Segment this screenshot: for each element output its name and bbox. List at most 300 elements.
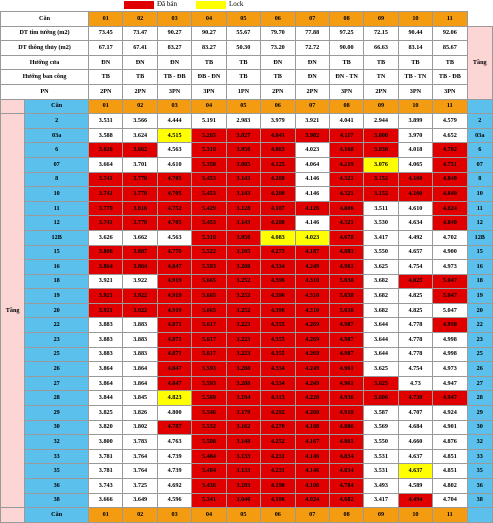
price-cell[interactable]: 3.982 — [295, 128, 329, 143]
price-cell[interactable]: 4.117 — [329, 128, 363, 143]
price-cell[interactable]: 4.705 — [157, 216, 191, 231]
price-cell[interactable]: 4.125 — [261, 157, 295, 172]
price-cell[interactable]: 4.160 — [398, 172, 432, 187]
price-cell[interactable]: 3.864 — [89, 260, 123, 275]
price-cell[interactable]: 3.056 — [226, 143, 260, 158]
price-cell[interactable]: 3.883 — [89, 318, 123, 333]
price-cell[interactable]: 5.047 — [433, 289, 467, 304]
price-cell[interactable]: 4.231 — [261, 464, 295, 479]
price-cell[interactable]: 3.970 — [398, 128, 432, 143]
price-cell[interactable]: 4.637 — [398, 464, 432, 479]
price-cell[interactable]: 3.417 — [364, 493, 398, 508]
price-cell[interactable]: 4.936 — [329, 391, 363, 406]
price-cell[interactable]: 4.770 — [157, 245, 191, 260]
price-cell[interactable]: 4.702 — [433, 230, 467, 245]
price-cell[interactable]: 3.864 — [89, 362, 123, 377]
price-cell[interactable]: 3.626 — [89, 230, 123, 245]
price-cell[interactable]: 3.701 — [123, 157, 157, 172]
price-cell[interactable]: 4.146 — [295, 449, 329, 464]
price-cell[interactable]: 4.188 — [295, 420, 329, 435]
price-cell[interactable]: 4.208 — [295, 406, 329, 421]
price-cell[interactable]: 4.824 — [433, 201, 467, 216]
price-cell[interactable]: 4.657 — [398, 245, 432, 260]
price-cell[interactable]: 5.484 — [192, 449, 226, 464]
price-cell[interactable]: 3.922 — [123, 303, 157, 318]
price-cell[interactable]: 3.531 — [364, 449, 398, 464]
price-cell[interactable]: 2.944 — [364, 114, 398, 129]
price-cell[interactable]: 4.231 — [261, 449, 295, 464]
price-cell[interactable]: 4.849 — [433, 187, 467, 202]
price-cell[interactable]: 3.588 — [89, 128, 123, 143]
price-cell[interactable]: 3.883 — [89, 347, 123, 362]
price-cell[interactable]: 4.023 — [295, 230, 329, 245]
price-cell[interactable]: 4.219 — [329, 157, 363, 172]
price-cell[interactable]: 3.624 — [123, 128, 157, 143]
price-cell[interactable]: 4.355 — [261, 318, 295, 333]
price-cell[interactable]: 4.610 — [398, 201, 432, 216]
price-cell[interactable]: 5.593 — [192, 376, 226, 391]
price-cell[interactable]: 4.024 — [295, 493, 329, 508]
price-cell[interactable]: 5.310 — [192, 230, 226, 245]
price-cell[interactable]: 3.864 — [123, 260, 157, 275]
price-cell[interactable]: 4.321 — [329, 172, 363, 187]
price-cell[interactable]: 4.126 — [295, 201, 329, 216]
price-cell[interactable]: 3.085 — [226, 157, 260, 172]
price-table — [0, 11, 493, 523]
price-cell[interactable]: 3.128 — [226, 201, 260, 216]
price-cell[interactable]: 4.249 — [295, 260, 329, 275]
price-cell[interactable]: 4.998 — [433, 347, 467, 362]
price-cell[interactable]: 3.883 — [89, 333, 123, 348]
price-cell[interactable]: 3.162 — [226, 420, 260, 435]
price-cell[interactable]: 5.265 — [192, 128, 226, 143]
price-cell[interactable]: 4.847 — [157, 260, 191, 275]
price-cell[interactable]: 4.160 — [398, 187, 432, 202]
price-cell[interactable]: 3.531 — [89, 114, 123, 129]
price-cell[interactable]: 4.998 — [433, 333, 467, 348]
price-cell[interactable]: 4.730 — [398, 391, 432, 406]
price-cell[interactable]: 4.106 — [261, 493, 295, 508]
price-cell[interactable]: 5.593 — [192, 362, 226, 377]
price-cell[interactable]: 4.334 — [261, 260, 295, 275]
price-cell[interactable]: 4.947 — [433, 391, 467, 406]
price-cell[interactable]: 5.617 — [192, 347, 226, 362]
price-cell[interactable]: 4.208 — [261, 187, 295, 202]
price-cell[interactable]: 4.396 — [261, 289, 295, 304]
price-cell[interactable]: 4.190 — [261, 479, 295, 494]
price-cell[interactable]: 3.741 — [89, 216, 123, 231]
price-cell[interactable]: 5.429 — [192, 201, 226, 216]
price-cell[interactable]: 3.027 — [226, 128, 260, 143]
price-cell[interactable]: 5.310 — [192, 143, 226, 158]
price-cell[interactable]: 3.165 — [226, 245, 260, 260]
price-cell[interactable]: 4.682 — [329, 493, 363, 508]
price-cell[interactable]: 5.453 — [192, 216, 226, 231]
price-cell[interactable]: 3.625 — [364, 260, 398, 275]
price-cell[interactable]: 4.273 — [261, 245, 295, 260]
price-cell[interactable]: 4.702 — [433, 143, 467, 158]
price-cell[interactable]: 3.179 — [226, 406, 260, 421]
price-cell[interactable]: 3.208 — [226, 260, 260, 275]
price-cell[interactable]: 4.146 — [295, 172, 329, 187]
price-cell[interactable]: 4.579 — [433, 114, 467, 129]
price-cell[interactable]: 3.662 — [123, 143, 157, 158]
price-cell[interactable]: 3.550 — [364, 435, 398, 450]
price-cell[interactable]: 3.764 — [123, 464, 157, 479]
price-cell[interactable]: 3.550 — [364, 245, 398, 260]
price-cell[interactable]: 4.249 — [295, 362, 329, 377]
price-cell[interactable]: 3.566 — [123, 114, 157, 129]
price-cell[interactable]: 3.826 — [123, 406, 157, 421]
price-cell[interactable]: 3.649 — [123, 493, 157, 508]
price-cell[interactable]: 4.396 — [261, 274, 295, 289]
price-cell[interactable]: 4.754 — [398, 362, 432, 377]
price-cell[interactable]: 4.652 — [433, 128, 467, 143]
price-cell[interactable]: 5.665 — [192, 289, 226, 304]
price-cell[interactable]: 4.825 — [398, 303, 432, 318]
price-cell[interactable]: 3.682 — [364, 289, 398, 304]
price-cell[interactable]: 3.725 — [123, 479, 157, 494]
price-cell[interactable]: 4.752 — [157, 201, 191, 216]
price-cell[interactable]: 3.666 — [89, 493, 123, 508]
price-cell[interactable]: 4.847 — [157, 362, 191, 377]
price-cell[interactable]: 4.778 — [398, 347, 432, 362]
price-cell[interactable]: 3.741 — [89, 187, 123, 202]
price-cell[interactable]: 3.979 — [261, 114, 295, 129]
price-cell[interactable]: 4.334 — [261, 362, 295, 377]
price-cell[interactable]: 3.921 — [89, 303, 123, 318]
price-cell[interactable]: 3.606 — [364, 391, 398, 406]
price-cell[interactable]: 4.834 — [329, 449, 363, 464]
price-cell[interactable]: 4.849 — [433, 172, 467, 187]
price-cell[interactable]: 5.358 — [192, 157, 226, 172]
price-cell[interactable]: 3.056 — [226, 230, 260, 245]
price-cell[interactable]: 4.146 — [295, 216, 329, 231]
price-cell[interactable]: 3.252 — [226, 289, 260, 304]
price-cell[interactable]: 3.208 — [226, 376, 260, 391]
price-cell[interactable]: 4.871 — [157, 347, 191, 362]
price-cell[interactable]: 4.825 — [398, 274, 432, 289]
price-cell[interactable]: 4.334 — [261, 376, 295, 391]
price-cell[interactable]: 4.515 — [157, 128, 191, 143]
price-cell[interactable]: 4.871 — [157, 333, 191, 348]
price-cell[interactable]: 5.038 — [329, 303, 363, 318]
price-cell[interactable]: 3.781 — [89, 464, 123, 479]
price-cell[interactable]: 4.987 — [329, 347, 363, 362]
price-cell[interactable]: 4.847 — [157, 376, 191, 391]
price-cell[interactable]: 3.000 — [364, 128, 398, 143]
price-cell[interactable]: 3.800 — [89, 435, 123, 450]
price-cell[interactable]: 4.851 — [433, 449, 467, 464]
price-cell[interactable]: 4.310 — [295, 274, 329, 289]
price-cell[interactable]: 5.047 — [433, 303, 467, 318]
price-cell[interactable]: 2.983 — [226, 114, 260, 129]
price-cell[interactable]: 4.041 — [329, 114, 363, 129]
price-cell[interactable]: 4.692 — [157, 479, 191, 494]
price-cell[interactable]: 3.252 — [226, 303, 260, 318]
price-cell[interactable]: 4.707 — [398, 406, 432, 421]
price-cell[interactable]: 5.508 — [192, 435, 226, 450]
price-cell[interactable]: 4.900 — [433, 245, 467, 260]
price-cell[interactable]: 4.834 — [329, 464, 363, 479]
price-cell[interactable]: 4.961 — [329, 362, 363, 377]
price-cell[interactable]: 4.961 — [329, 260, 363, 275]
price-cell[interactable]: 3.864 — [123, 362, 157, 377]
price-cell[interactable]: 3.143 — [226, 216, 260, 231]
price-cell[interactable]: 4.270 — [261, 420, 295, 435]
price-cell[interactable]: 4.313 — [261, 391, 295, 406]
price-cell[interactable]: 3.038 — [364, 143, 398, 158]
price-cell[interactable]: 3.664 — [89, 157, 123, 172]
price-cell[interactable]: 5.569 — [192, 391, 226, 406]
price-cell[interactable]: 3.743 — [89, 479, 123, 494]
price-cell[interactable]: 4.705 — [157, 187, 191, 202]
price-cell[interactable]: 4.610 — [157, 157, 191, 172]
price-cell[interactable]: 5.047 — [433, 274, 467, 289]
price-cell[interactable]: 3.778 — [123, 172, 157, 187]
price-cell[interactable]: 3.844 — [89, 391, 123, 406]
price-cell[interactable]: 4.444 — [157, 114, 191, 129]
price-cell[interactable]: 4.637 — [398, 449, 432, 464]
price-cell[interactable]: 3.883 — [123, 333, 157, 348]
price-cell[interactable]: 3.922 — [123, 289, 157, 304]
price-cell[interactable]: 3.587 — [364, 406, 398, 421]
price-cell[interactable]: 4.973 — [433, 362, 467, 377]
price-cell[interactable]: 4.778 — [398, 333, 432, 348]
price-cell[interactable]: 3.802 — [123, 420, 157, 435]
price-cell[interactable]: 3.922 — [123, 274, 157, 289]
price-cell[interactable]: 4.187 — [261, 201, 295, 216]
price-cell[interactable]: 4.763 — [157, 435, 191, 450]
price-cell[interactable]: 4.310 — [295, 289, 329, 304]
price-cell[interactable]: 4.947 — [433, 376, 467, 391]
price-cell[interactable]: 4.987 — [329, 333, 363, 348]
price-cell[interactable]: 4.083 — [261, 143, 295, 158]
price-cell[interactable]: 4.705 — [157, 172, 191, 187]
price-cell[interactable]: 3.825 — [89, 406, 123, 421]
price-cell[interactable]: 4.901 — [433, 420, 467, 435]
price-cell[interactable]: 3.152 — [364, 172, 398, 187]
price-cell[interactable]: 4.919 — [157, 303, 191, 318]
price-cell[interactable]: 4.018 — [398, 143, 432, 158]
price-cell[interactable]: 3.530 — [364, 216, 398, 231]
price-cell[interactable]: 3.781 — [89, 449, 123, 464]
price-cell[interactable]: 4.208 — [261, 216, 295, 231]
price-cell[interactable]: 3.223 — [226, 347, 260, 362]
price-cell[interactable]: 3.682 — [364, 303, 398, 318]
price-cell[interactable]: 5.453 — [192, 172, 226, 187]
price-cell[interactable]: 3.778 — [123, 187, 157, 202]
price-cell[interactable]: 3.820 — [89, 420, 123, 435]
price-cell[interactable]: 3.133 — [226, 449, 260, 464]
price-cell[interactable]: 3.899 — [398, 114, 432, 129]
price-cell[interactable]: 4.596 — [157, 493, 191, 508]
price-cell[interactable]: 4.563 — [157, 230, 191, 245]
price-cell[interactable]: 5.617 — [192, 333, 226, 348]
price-cell[interactable]: 3.493 — [364, 479, 398, 494]
price-cell[interactable]: 4.823 — [157, 391, 191, 406]
price-cell[interactable]: 4.973 — [433, 260, 467, 275]
price-cell[interactable]: 3.076 — [364, 157, 398, 172]
price-cell[interactable]: 4.208 — [261, 172, 295, 187]
price-cell[interactable]: 3.921 — [89, 289, 123, 304]
price-cell[interactable]: 3.143 — [226, 172, 260, 187]
price-cell[interactable]: 4.292 — [261, 406, 295, 421]
floor-label-right: 07 — [467, 157, 492, 172]
price-cell[interactable]: 3.569 — [364, 420, 398, 435]
price-cell[interactable]: 4.064 — [295, 157, 329, 172]
price-cell[interactable]: 3.816 — [123, 201, 157, 216]
price-cell[interactable]: 4.146 — [295, 187, 329, 202]
price-cell[interactable]: 3.921 — [295, 114, 329, 129]
price-cell[interactable]: 3.152 — [364, 187, 398, 202]
price-cell[interactable]: 5.532 — [192, 420, 226, 435]
price-cell[interactable]: 4.851 — [433, 464, 467, 479]
price-cell[interactable]: 4.778 — [398, 318, 432, 333]
price-cell[interactable]: 3.148 — [226, 435, 260, 450]
price-cell[interactable]: 4.494 — [398, 493, 432, 508]
price-cell[interactable]: 4.492 — [398, 230, 432, 245]
price-cell[interactable]: 4.252 — [261, 435, 295, 450]
price-cell[interactable]: 4.321 — [329, 216, 363, 231]
price-cell[interactable]: 4.249 — [295, 376, 329, 391]
price-cell[interactable]: 3.194 — [226, 391, 260, 406]
price-cell[interactable]: 5.341 — [192, 493, 226, 508]
price-cell[interactable]: 3.783 — [123, 435, 157, 450]
price-cell[interactable]: 4.269 — [295, 333, 329, 348]
price-cell[interactable]: 3.864 — [123, 376, 157, 391]
price-cell[interactable]: 4.924 — [433, 406, 467, 421]
price-cell[interactable]: 4.684 — [398, 420, 432, 435]
price-cell[interactable]: 3.223 — [226, 318, 260, 333]
price-cell[interactable]: 3.806 — [89, 245, 123, 260]
price-cell[interactable]: 5.436 — [192, 479, 226, 494]
price-cell[interactable]: 4.269 — [295, 318, 329, 333]
price-cell[interactable]: 4.861 — [329, 435, 363, 450]
price-cell[interactable]: 4.910 — [329, 406, 363, 421]
price-cell[interactable]: 3.046 — [226, 493, 260, 508]
price-cell[interactable]: 4.065 — [398, 157, 432, 172]
price-cell[interactable]: 3.883 — [123, 318, 157, 333]
price-cell[interactable]: 3.779 — [89, 201, 123, 216]
price-cell[interactable]: 3.644 — [364, 333, 398, 348]
price-cell[interactable]: 4.802 — [433, 479, 467, 494]
price-cell[interactable]: 4.187 — [295, 245, 329, 260]
price-cell[interactable]: 5.038 — [329, 289, 363, 304]
price-cell[interactable]: 4.787 — [157, 420, 191, 435]
floor-label-right: 23 — [467, 333, 492, 348]
price-cell[interactable]: 5.522 — [192, 245, 226, 260]
price-cell[interactable]: 4.168 — [329, 143, 363, 158]
price-cell[interactable]: 3.778 — [123, 216, 157, 231]
price-cell[interactable]: 4.739 — [157, 464, 191, 479]
price-cell[interactable]: 4.396 — [261, 303, 295, 318]
price-cell[interactable]: 3.626 — [89, 143, 123, 158]
price-cell[interactable]: 3.511 — [364, 201, 398, 216]
price-cell[interactable]: 4.883 — [329, 245, 363, 260]
price-cell[interactable]: 3.921 — [89, 274, 123, 289]
price-cell[interactable]: 4.806 — [329, 201, 363, 216]
price-cell[interactable]: 3.531 — [364, 464, 398, 479]
price-cell[interactable]: 5.665 — [192, 274, 226, 289]
price-cell[interactable]: 4.961 — [329, 376, 363, 391]
price-cell[interactable]: 4.919 — [157, 274, 191, 289]
price-cell[interactable]: 3.133 — [226, 464, 260, 479]
price-cell[interactable]: 4.825 — [398, 289, 432, 304]
price-cell[interactable]: 3.625 — [364, 362, 398, 377]
price-cell[interactable]: 4.849 — [433, 216, 467, 231]
price-cell[interactable]: 3.417 — [364, 230, 398, 245]
price-cell[interactable]: 4.751 — [433, 157, 467, 172]
price-cell[interactable]: 3.208 — [226, 362, 260, 377]
price-cell[interactable]: 4.886 — [329, 420, 363, 435]
price-cell[interactable]: 4.355 — [261, 333, 295, 348]
price-cell[interactable]: 3.682 — [364, 274, 398, 289]
price-cell[interactable]: 4.998 — [433, 318, 467, 333]
price-cell[interactable]: 4.041 — [261, 128, 295, 143]
price-cell[interactable]: 4.876 — [433, 435, 467, 450]
price-cell[interactable]: 5.038 — [329, 274, 363, 289]
price-cell[interactable]: 3.625 — [364, 376, 398, 391]
price-cell[interactable]: 3.764 — [123, 449, 157, 464]
price-cell[interactable]: 4.269 — [295, 347, 329, 362]
price-cell[interactable]: 3.644 — [364, 318, 398, 333]
price-cell[interactable]: 3.103 — [226, 479, 260, 494]
price-cell[interactable]: 3.143 — [226, 187, 260, 202]
price-cell[interactable]: 3.864 — [89, 376, 123, 391]
price-cell[interactable]: 4.310 — [295, 303, 329, 318]
price-cell[interactable]: 4.146 — [295, 464, 329, 479]
price-cell[interactable]: 3.845 — [123, 391, 157, 406]
price-cell[interactable]: 3.883 — [123, 347, 157, 362]
price-cell[interactable]: 3.223 — [226, 333, 260, 348]
price-cell[interactable]: 4.678 — [329, 230, 363, 245]
price-cell[interactable]: 4.754 — [398, 260, 432, 275]
price-cell[interactable]: 4.800 — [157, 406, 191, 421]
price-cell[interactable]: 4.563 — [157, 143, 191, 158]
price-cell[interactable]: 4.919 — [157, 289, 191, 304]
price-cell[interactable]: 5.191 — [192, 114, 226, 129]
price-cell[interactable]: 4.321 — [329, 187, 363, 202]
price-cell[interactable]: 5.546 — [192, 406, 226, 421]
price-cell[interactable]: 4.355 — [261, 347, 295, 362]
price-cell[interactable]: 3.887 — [123, 245, 157, 260]
price-cell[interactable]: 4.871 — [157, 318, 191, 333]
price-cell[interactable]: 4.083 — [261, 230, 295, 245]
price-cell[interactable]: 3.644 — [364, 347, 398, 362]
price-cell[interactable]: 4.704 — [433, 493, 467, 508]
price-cell[interactable]: 5.484 — [192, 464, 226, 479]
price-cell[interactable]: 3.662 — [123, 230, 157, 245]
price-cell[interactable]: 5.453 — [192, 187, 226, 202]
price-cell[interactable]: 4.589 — [398, 479, 432, 494]
price-cell[interactable]: 4.634 — [398, 216, 432, 231]
price-cell[interactable]: 5.617 — [192, 318, 226, 333]
price-cell[interactable]: 5.593 — [192, 260, 226, 275]
price-cell[interactable]: 4.106 — [295, 479, 329, 494]
price-cell[interactable]: 4.784 — [329, 479, 363, 494]
price-cell[interactable]: 3.252 — [226, 274, 260, 289]
price-cell[interactable]: 4.023 — [295, 143, 329, 158]
price-cell[interactable]: 4.987 — [329, 318, 363, 333]
price-cell[interactable]: 4.739 — [157, 449, 191, 464]
price-cell[interactable]: 3.741 — [89, 172, 123, 187]
price-cell[interactable]: 4.228 — [295, 391, 329, 406]
price-cell[interactable]: 4.660 — [398, 435, 432, 450]
price-cell[interactable]: 5.665 — [192, 303, 226, 318]
price-cell[interactable]: 4.73 — [398, 376, 432, 391]
price-cell[interactable]: 4.167 — [295, 435, 329, 450]
